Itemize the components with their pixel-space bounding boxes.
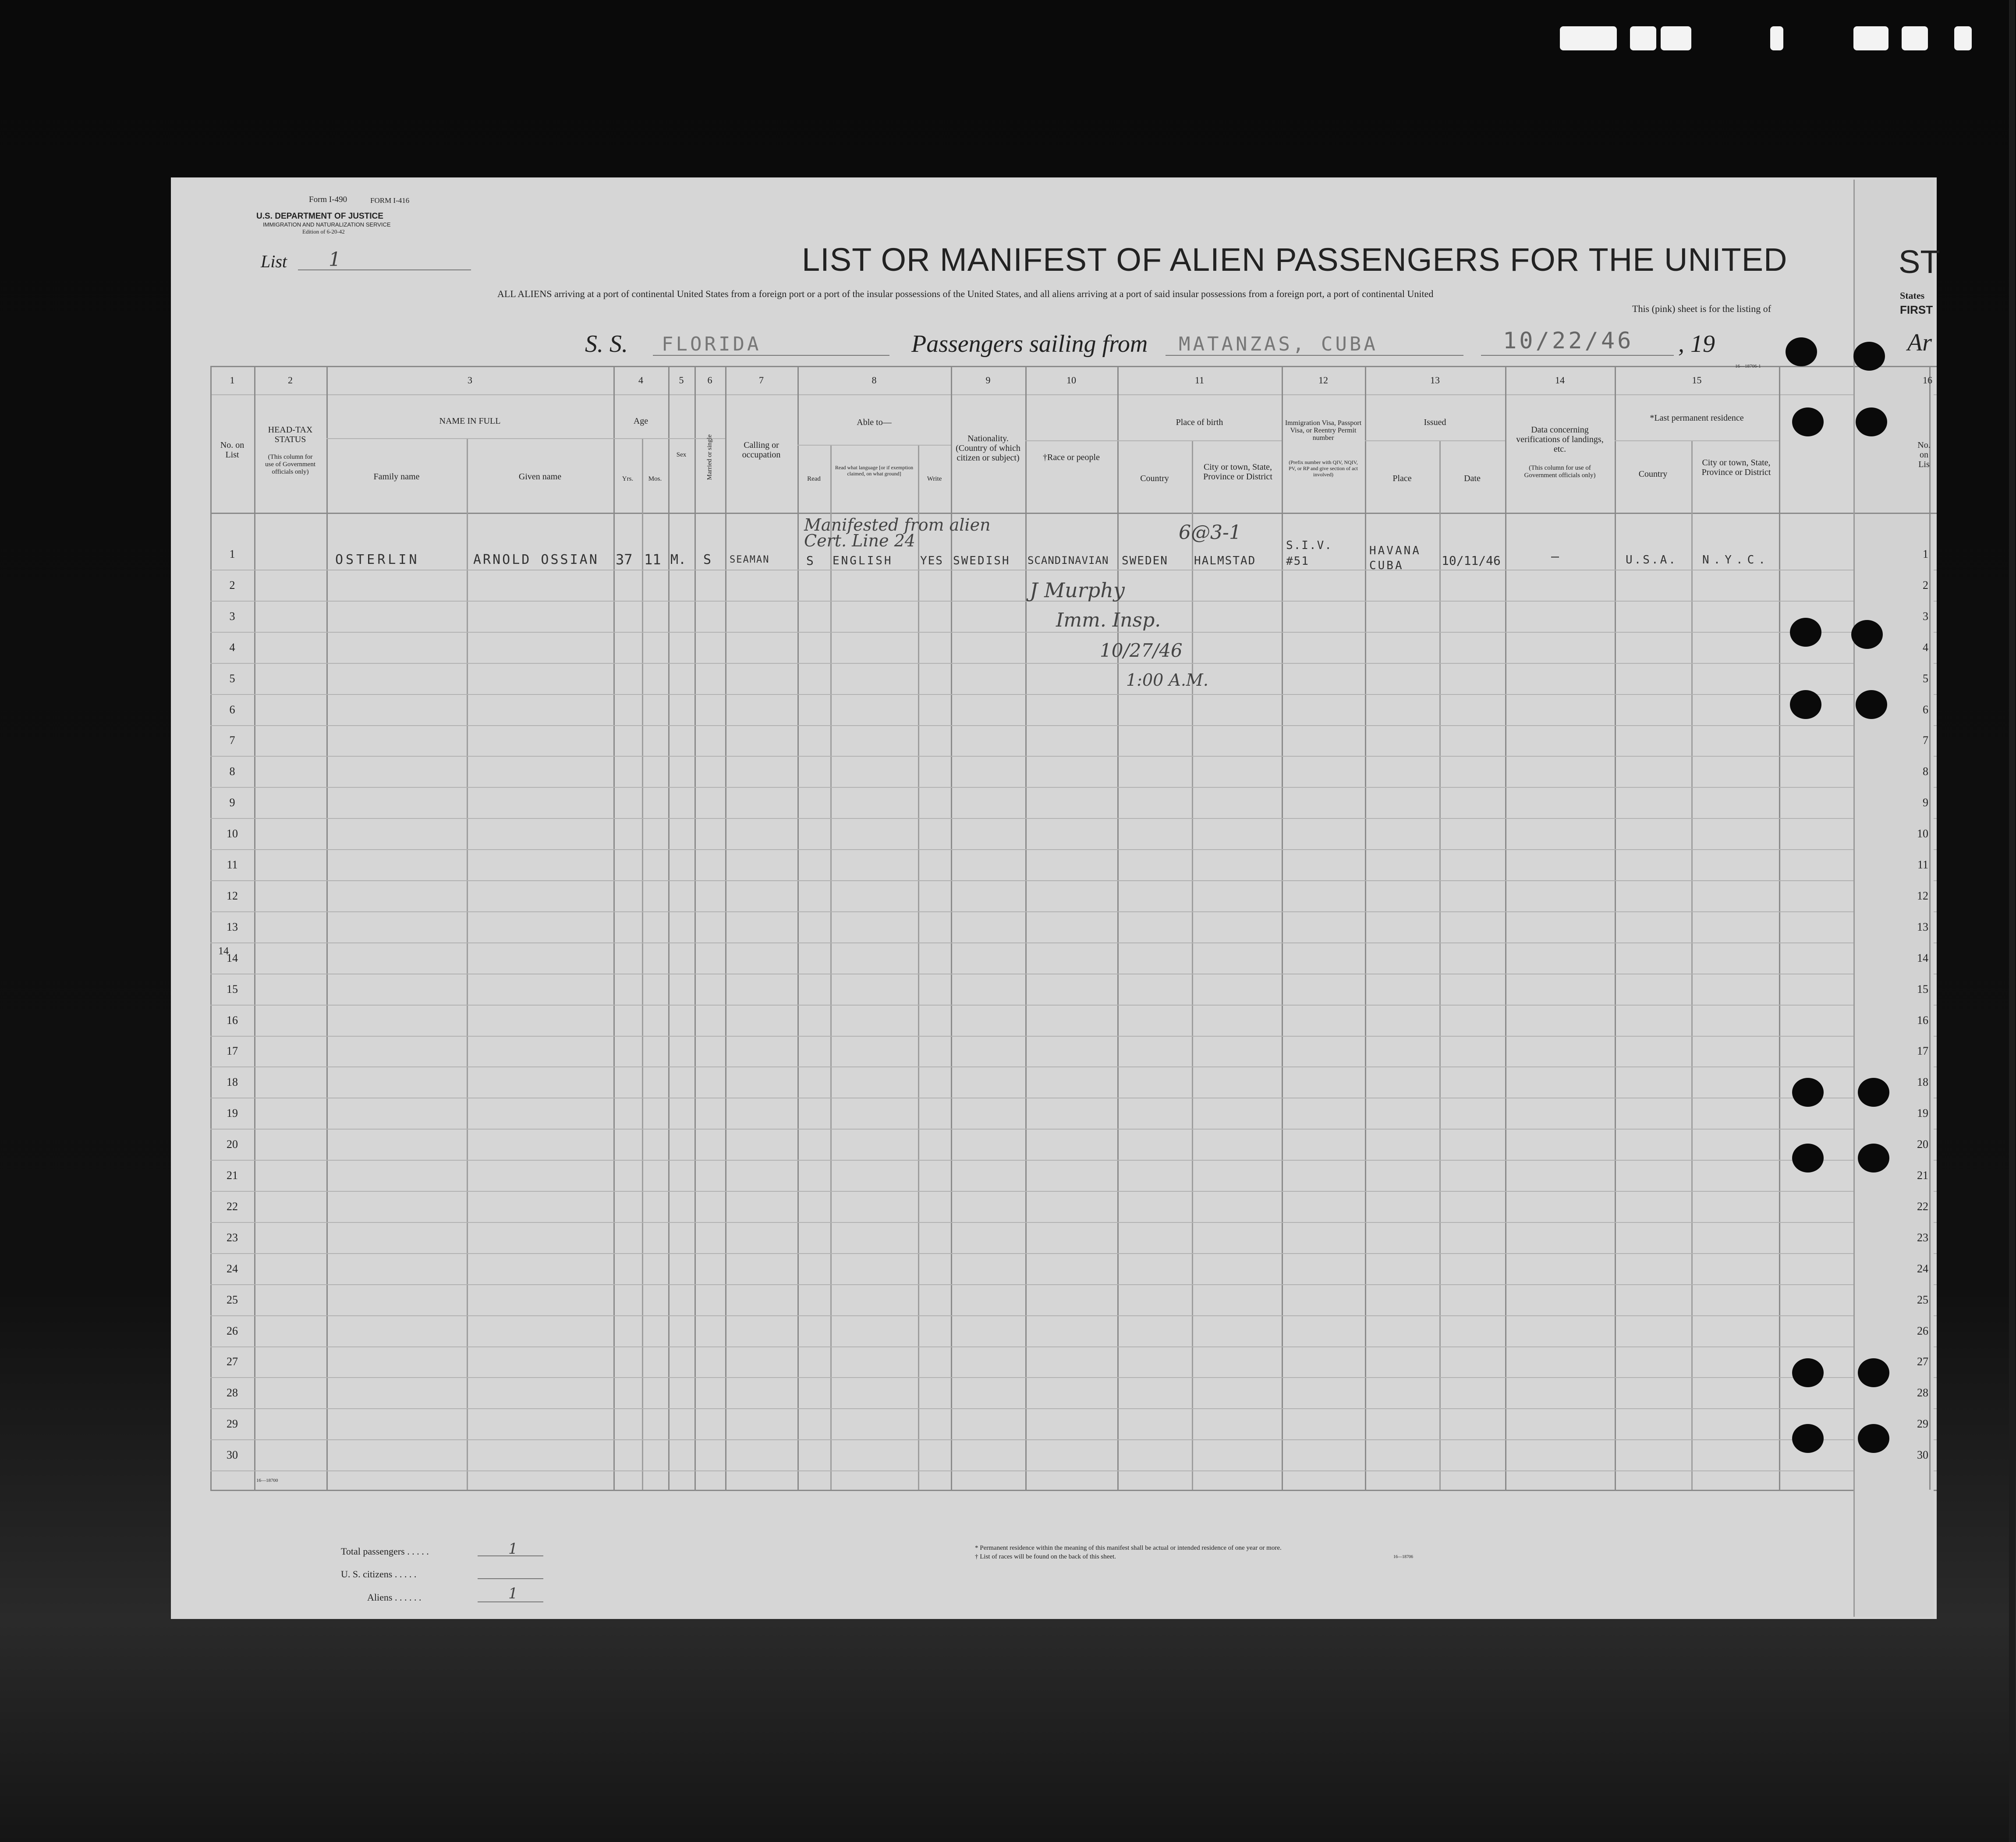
col-number: 2 (288, 375, 293, 386)
manifest-note: Manifested from alien Cert. Line 24 (804, 515, 991, 550)
punch-hole (1858, 1424, 1889, 1453)
row-number-right: 9 (1923, 796, 1928, 809)
punch-hole (1790, 618, 1821, 647)
passenger-birth-city: HALMSTAD (1194, 554, 1256, 567)
row-number-right: 12 (1917, 889, 1928, 902)
row-number-right: 10 (1917, 827, 1928, 840)
punch-hole (1853, 342, 1885, 371)
col-number: 4 (638, 375, 643, 386)
row-rule (210, 818, 1937, 819)
row-number: 3 (229, 610, 235, 623)
row-number-right: 14 (1917, 952, 1928, 964)
total-passengers-label: Total passengers . . . . . (341, 1546, 429, 1557)
row-number-right: 15 (1917, 983, 1928, 995)
row-number: 23 (227, 1231, 238, 1244)
header-race: †Race or people (1043, 453, 1100, 462)
header-place-of-birth: Place of birth (1176, 418, 1223, 427)
stray-mark: 14 (218, 946, 229, 957)
header-res-country: Country (1638, 469, 1668, 479)
manifest-title: LIST OR MANIFEST OF ALIEN PASSENGERS FOR THE UNITED (802, 241, 1788, 278)
header-birth-country: Country (1140, 474, 1169, 483)
film-mark (1560, 26, 1617, 50)
row-number: 4 (229, 641, 235, 654)
passenger-birth-country: SWEDEN (1122, 554, 1168, 567)
row-number: 30 (227, 1449, 238, 1461)
passenger-marital: S (703, 552, 712, 567)
header-read: Read (807, 475, 821, 482)
edition: Edition of 6-20-42 (302, 228, 345, 235)
header-name-in-full: NAME IN FULL (439, 416, 501, 426)
form-number: Form I-490 (309, 195, 347, 204)
inspector-title: Imm. Insp. (1056, 609, 1161, 631)
passenger-sex: M. (670, 552, 687, 567)
year-label: , 19 (1678, 330, 1715, 358)
us-citizens-label: U. S. citizens . . . . . (341, 1569, 417, 1580)
row-number: 22 (227, 1200, 238, 1213)
row-number-right: 26 (1917, 1325, 1928, 1337)
row-number-right: 2 (1923, 579, 1928, 592)
row-rule (210, 942, 1937, 943)
row-rule (210, 725, 1937, 726)
row-rule (210, 849, 1937, 850)
row-number-right: 16 (1917, 1014, 1928, 1027)
row-number-right: 1 (1923, 548, 1928, 560)
subtitle-continuation-2: FIRST (1900, 303, 1933, 316)
header-calling: Calling or occupation (742, 440, 781, 460)
row-rule (210, 1222, 1937, 1223)
header-visa: Immigration Visa, Passport Visa, or Reentry Permit number (1285, 419, 1362, 442)
punch-hole (1792, 1424, 1824, 1453)
passenger-visa: S.I.V. #51 (1286, 539, 1332, 568)
col-number: 11 (1194, 375, 1205, 386)
header-no-continuation: No. on Lis (1917, 440, 1931, 469)
departure-date: 10/22/46 (1503, 328, 1634, 354)
punch-hole (1856, 690, 1887, 719)
header-res-city: City or town, State, Province or District (1701, 458, 1771, 477)
row-rule (210, 1408, 1937, 1409)
row-number: 10 (227, 827, 238, 840)
row-rule (210, 1066, 1937, 1067)
header-visa-note: (Prefix number with QIV, NQIV, PV, or RP and give section of act involved) (1289, 459, 1358, 478)
passenger-write: YES (920, 554, 943, 567)
punch-hole (1792, 1078, 1824, 1107)
sailing-from-label: Passengers sailing from (911, 330, 1148, 358)
row-number: 27 (227, 1355, 238, 1368)
row-number-right: 18 (1917, 1076, 1928, 1088)
passenger-issued-date: 10/11/46 (1442, 553, 1501, 568)
header-age: Age (633, 416, 648, 426)
header-nationality: Nationality. (Country of which citizen or subject) (956, 434, 1020, 463)
row-rule (210, 1160, 1937, 1161)
col-number: 6 (707, 375, 712, 386)
subtitle-line2: This (pink) sheet is for the listing of (1632, 303, 1772, 314)
col-number: 13 (1430, 375, 1440, 386)
row-rule (210, 880, 1937, 881)
row-rule (210, 1005, 1937, 1006)
row-number-right: 27 (1917, 1355, 1928, 1368)
passenger-given-name: ARNOLD OSSIAN (473, 552, 599, 567)
row-rule (210, 1036, 1937, 1037)
row-number: 21 (227, 1169, 238, 1182)
punch-hole (1858, 1358, 1889, 1387)
passenger-issued-place: HAVANA CUBA (1369, 544, 1421, 572)
header-mos: Mos. (648, 475, 662, 482)
title-continuation: ST (1899, 244, 1940, 280)
row-number-right: 6 (1923, 703, 1928, 716)
col-number: 7 (759, 375, 764, 386)
col-number: 1 (230, 375, 235, 386)
row-number-right: 19 (1917, 1107, 1928, 1119)
row-number: 6 (229, 703, 235, 716)
total-passengers-value: 1 (508, 1540, 518, 1558)
col-number: 3 (468, 375, 472, 386)
manifest-sheet (171, 177, 1937, 1619)
row-number: 7 (229, 734, 235, 747)
passenger-read: S (806, 553, 814, 568)
header-no-on-list: No. on List (220, 440, 244, 460)
header-given-name: Given name (518, 472, 562, 482)
row-number: 8 (229, 765, 235, 778)
aliens-value: 1 (508, 1585, 518, 1602)
row-number: 16 (227, 1014, 238, 1027)
row-rule (210, 1253, 1937, 1254)
row-number-right: 8 (1923, 765, 1928, 778)
ss-label: S. S. (585, 330, 628, 358)
col-number: 16 (1923, 375, 1932, 386)
punch-hole (1856, 407, 1887, 436)
inspector-signature: J Murphy (1030, 578, 1125, 602)
header-issued-date: Date (1464, 474, 1481, 483)
row-number-right: 20 (1917, 1138, 1928, 1151)
passenger-age-yrs: 37 (616, 551, 633, 568)
row-number-right: 17 (1917, 1045, 1928, 1057)
row-number: 29 (227, 1417, 238, 1430)
punch-hole (1790, 690, 1821, 719)
print-code-top: 16—18706-1 (1735, 364, 1761, 369)
row-number-right: 7 (1923, 734, 1928, 747)
form-number-alt: FORM I-416 (370, 196, 410, 205)
row-rule (210, 1470, 1937, 1471)
row-number-right: 28 (1917, 1386, 1928, 1399)
passenger-language: ENGLISH (833, 554, 893, 567)
header-write: Write (927, 475, 942, 482)
row-number: 18 (227, 1076, 238, 1088)
row-number-right: 23 (1917, 1231, 1928, 1244)
header-head-tax-note: (This column for use of Government officials only) (265, 453, 315, 475)
passenger-family-name: OSTERLIN (335, 552, 420, 567)
row-rule (210, 1346, 1937, 1347)
punch-hole (1851, 620, 1883, 649)
row-rule (210, 1377, 1937, 1378)
row-number: 5 (229, 672, 235, 685)
row-number-right: 25 (1917, 1293, 1928, 1306)
film-edge (2009, 0, 2015, 1842)
row-number: 11 (227, 858, 238, 871)
subtitle-continuation: States (1900, 290, 1925, 301)
row-number: 13 (227, 921, 238, 933)
col-number: 15 (1692, 375, 1702, 386)
passenger-res-country: U.S.A. (1626, 553, 1677, 567)
col-number: 8 (872, 375, 877, 386)
header-issued: Issued (1424, 418, 1446, 427)
row-rule (210, 663, 1937, 664)
subtitle: ALL ALIENS arriving at a port of continental United States from a foreign port or a port of the insular possessions of the United States, and all aliens arriving at a port of said insular possessions from a foreign port, a port of continental United (497, 288, 1434, 299)
header-yrs: Yrs. (622, 475, 634, 482)
col-number: 14 (1555, 375, 1565, 386)
passenger-nationality: SWEDISH (953, 554, 1010, 567)
film-mark (1661, 26, 1691, 50)
header-family-name: Family name (373, 472, 420, 482)
header-sex: Sex (676, 451, 687, 458)
punch-hole (1792, 407, 1824, 436)
row-rule (210, 1129, 1937, 1130)
header-head-tax: HEAD-TAX STATUS (268, 425, 313, 444)
ship-name: FLORIDA (662, 333, 762, 355)
header-issued-place: Place (1392, 474, 1412, 483)
punch-hole (1792, 1144, 1824, 1173)
row-number: 12 (227, 889, 238, 902)
passenger-age-mos: 11 (644, 551, 661, 568)
row-rule (210, 1191, 1937, 1192)
row-rule (210, 756, 1937, 757)
punch-hole (1786, 337, 1817, 366)
col-number: 12 (1318, 375, 1328, 386)
header-read-language: Read what language [or if exemption claimed, on what ground] (835, 464, 914, 477)
departure-port: MATANZAS, CUBA (1179, 333, 1378, 355)
row-number-right: 30 (1917, 1449, 1928, 1461)
passenger-res-city: N.Y.C. (1702, 553, 1770, 567)
row-number: 14 (227, 952, 238, 964)
film-mark (1853, 26, 1888, 50)
row-number: 1 (229, 548, 235, 560)
row-number: 9 (229, 796, 235, 809)
row-number: 20 (227, 1138, 238, 1151)
row-number: 2 (229, 579, 235, 592)
row-number-right: 13 (1917, 921, 1928, 933)
list-label: List (261, 252, 287, 271)
row-rule (210, 911, 1937, 912)
row-number: 28 (227, 1386, 238, 1399)
header-last-residence: *Last permanent residence (1650, 413, 1744, 423)
row-number-right: 11 (1917, 858, 1928, 871)
row-number: 26 (227, 1325, 238, 1337)
row-rule (210, 694, 1937, 695)
row-number-right: 21 (1917, 1169, 1928, 1182)
row-number-right: 5 (1923, 672, 1928, 685)
row-number: 24 (227, 1262, 238, 1275)
sign-time: 1:00 A.M. (1126, 670, 1208, 690)
row-number-right: 3 (1923, 610, 1928, 623)
print-code-left: 16—18700 (256, 1478, 278, 1483)
passenger-verification: — (1551, 549, 1559, 564)
row-rule (210, 1315, 1937, 1316)
film-mark (1630, 26, 1656, 50)
footnote-races: † List of races will be found on the back of this sheet. (975, 1553, 1116, 1560)
row-number: 17 (227, 1045, 238, 1057)
film-mark (1902, 26, 1928, 50)
film-mark (1954, 26, 1972, 50)
row-number: 25 (227, 1293, 238, 1306)
row-number: 15 (227, 983, 238, 995)
col-number: 5 (679, 375, 684, 386)
punch-hole (1858, 1144, 1889, 1173)
adjacent-sheet (1853, 180, 1940, 1617)
print-code: 16—18706 (1393, 1555, 1413, 1559)
list-value: 1 (329, 248, 341, 271)
visa-handwritten: 6@3-1 (1179, 521, 1241, 544)
passenger-occupation: SEAMAN (730, 554, 770, 565)
film-mark (1770, 26, 1783, 50)
arrival-continuation: Ar (1907, 329, 1932, 356)
row-number-right: 24 (1917, 1262, 1928, 1275)
row-rule (210, 1284, 1937, 1285)
punch-hole (1858, 1078, 1889, 1107)
aliens-label: Aliens . . . . . . (367, 1592, 422, 1603)
row-rule (210, 632, 1937, 633)
row-number: 19 (227, 1107, 238, 1119)
service: IMMIGRATION AND NATURALIZATION SERVICE (263, 221, 391, 228)
row-rule (210, 1439, 1937, 1440)
header-verifications: Data concerning verifications of landings, etc. (1516, 425, 1604, 454)
footnote-residence: * Permanent residence within the meaning of this manifest shall be actual or intended residence of one year or more. (975, 1544, 1282, 1552)
punch-hole (1792, 1358, 1824, 1387)
row-number-right: 22 (1917, 1200, 1928, 1213)
col-number: 9 (985, 375, 991, 386)
header-birth-city: City or town, State, Province or District (1203, 462, 1272, 482)
row-number-right: 29 (1917, 1417, 1928, 1430)
row-number-right: 4 (1923, 641, 1928, 654)
header-verifications-note: (This column for use of Government officials only) (1524, 464, 1596, 479)
department: U.S. DEPARTMENT OF JUSTICE (256, 212, 383, 221)
passenger-race: SCANDINAVIAN (1027, 554, 1109, 567)
header-married: Married or single (706, 434, 713, 480)
header-able-to: Able to— (857, 418, 892, 427)
col-number: 10 (1066, 375, 1076, 386)
sign-date: 10/27/46 (1100, 640, 1183, 661)
row-rule (210, 787, 1937, 788)
